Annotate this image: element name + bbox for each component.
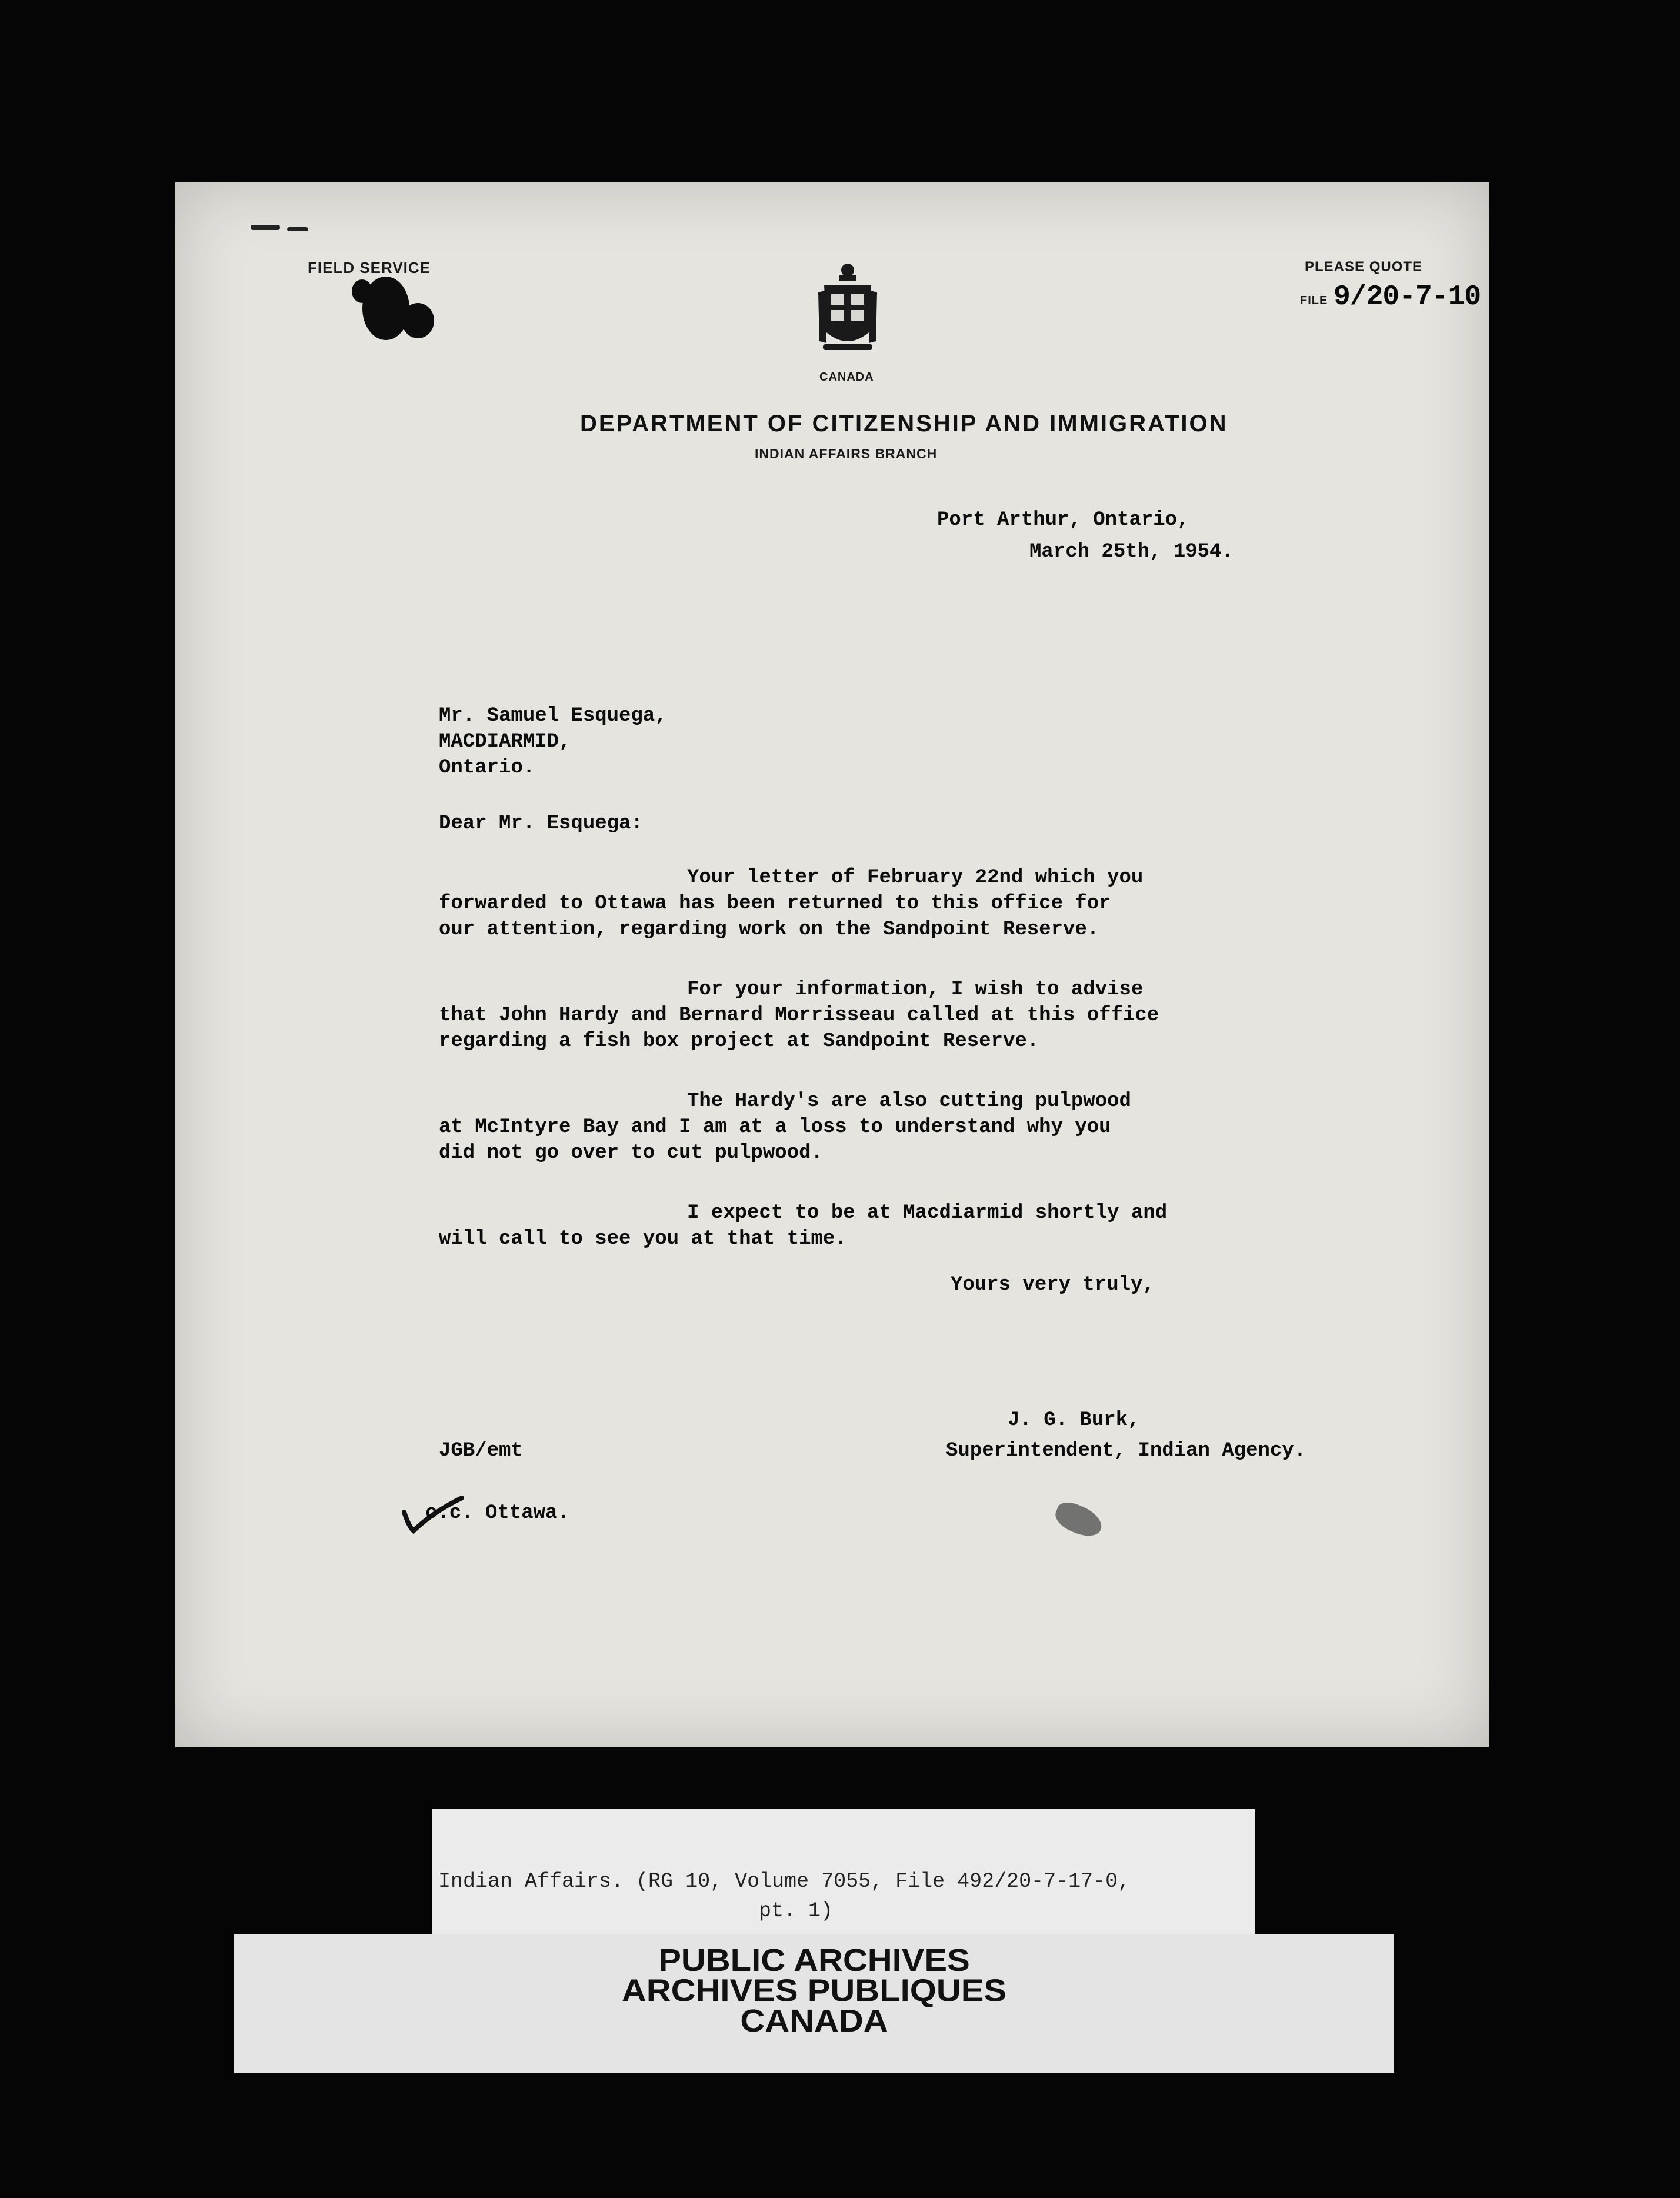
- margin-mark: [287, 227, 308, 231]
- typist-initials: JGB/emt: [439, 1440, 523, 1462]
- body-paragraph: [439, 977, 1159, 1054]
- archives-line-country: CANADA: [740, 2003, 888, 2039]
- field-service-label: FIELD SERVICE: [308, 259, 431, 277]
- letter-page: [175, 182, 1489, 1747]
- file-label: FILE: [1300, 294, 1328, 307]
- archive-reference-line1: Indian Affairs. (RG 10, Volume 7055, File 492/20-7-17-0,: [438, 1870, 1131, 1893]
- coat-of-arms-caption: CANADA: [819, 371, 874, 384]
- salutation: Dear Mr. Esquega:: [439, 812, 643, 835]
- paragraph-line: at McIntyre Bay and I am at a loss to understand why you: [439, 1116, 1111, 1138]
- paragraph-line: will call to see you at that time.: [439, 1228, 847, 1250]
- paragraph-first-line: I expect to be at Macdiarmid shortly and: [687, 1202, 1168, 1224]
- recipient-province: Ontario.: [439, 757, 535, 779]
- archive-reference-line2: pt. 1): [759, 1899, 834, 1923]
- signature-name: J. G. Burk,: [1008, 1409, 1140, 1431]
- signature-title: Superintendent, Indian Agency.: [946, 1440, 1306, 1462]
- paragraph-first-line: For your information, I wish to advise: [687, 978, 1144, 1001]
- body-paragraph: [439, 1088, 1131, 1166]
- public-archives-stamp: [579, 1943, 1049, 2039]
- paragraph-first-line: The Hardy's are also cutting pulpwood: [687, 1090, 1131, 1113]
- body-paragraph: [439, 1200, 1167, 1252]
- branch-name: INDIAN AFFAIRS BRANCH: [755, 446, 938, 461]
- body-paragraph: [439, 865, 1143, 943]
- archives-line-en: PUBLIC ARCHIVES: [658, 1943, 970, 1978]
- paragraph-line: our attention, regarding work on the Sandpoint Reserve.: [439, 918, 1099, 941]
- public-archives-card: [234, 1934, 1394, 2073]
- ink-smudge: [1051, 1498, 1106, 1541]
- closing: Yours very truly,: [951, 1274, 1155, 1296]
- paragraph-line: forwarded to Ottawa has been returned to this office for: [439, 892, 1111, 915]
- coat-of-arms-icon: [818, 262, 877, 365]
- margin-mark: [251, 225, 280, 230]
- recipient-town: MACDIARMID,: [439, 731, 571, 753]
- recipient-address: [439, 703, 667, 781]
- recipient-name: Mr. Samuel Esquega,: [439, 705, 667, 727]
- date-line: March 25th, 1954.: [1029, 541, 1234, 563]
- paragraph-first-line: Your letter of February 22nd which you: [687, 867, 1144, 889]
- archives-line-fr: ARCHIVES PUBLIQUES: [621, 1973, 1007, 2009]
- archive-reference-card: [432, 1809, 1255, 1948]
- place-line: Port Arthur, Ontario,: [937, 509, 1189, 531]
- paragraph-line: that John Hardy and Bernard Morrisseau called at this office: [439, 1004, 1159, 1027]
- department-name: DEPARTMENT OF CITIZENSHIP AND IMMIGRATION: [580, 411, 1228, 437]
- please-quote-label: PLEASE QUOTE: [1305, 259, 1423, 275]
- file-reference: [1300, 281, 1481, 313]
- cc-line: c.c. Ottawa.: [425, 1502, 569, 1524]
- paragraph-line: regarding a fish box project at Sandpoint Reserve.: [439, 1030, 1039, 1053]
- paragraph-line: did not go over to cut pulpwood.: [439, 1142, 823, 1164]
- file-number: 9/20-7-10: [1333, 281, 1481, 313]
